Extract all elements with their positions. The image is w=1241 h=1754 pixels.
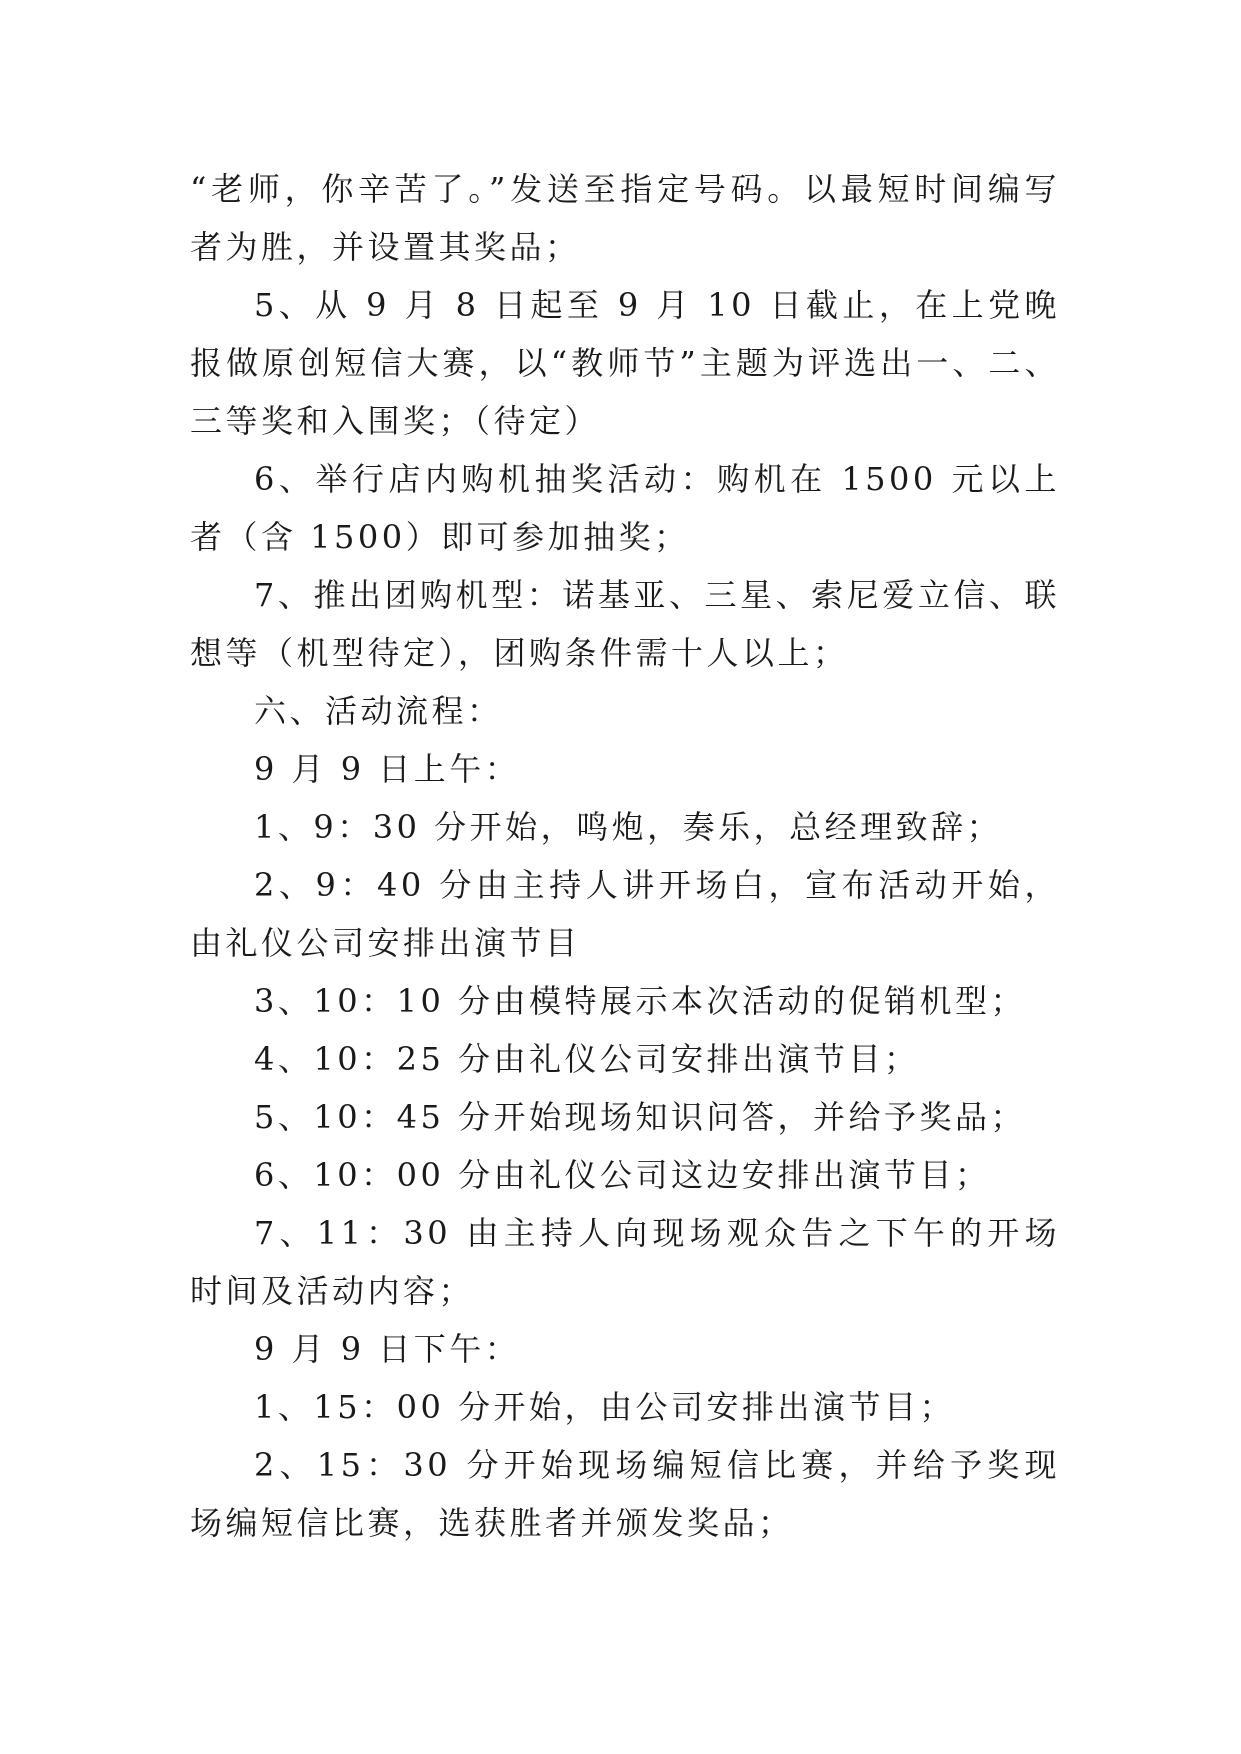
paragraph-9: 3、10：10 分由模特展示本次活动的促销机型； xyxy=(254,982,1026,1020)
date-heading-morning: 9 月 9 日上午： xyxy=(254,750,521,788)
paragraph-8: 2、9：40 分由主持人讲开场白，宣布活动开始，由礼仪公司安排出演节目 xyxy=(190,866,1060,962)
section-heading: 六、活动流程： xyxy=(254,692,503,730)
paragraph-2: 5、从 9 月 8 日起至 9 月 10 日截止，在上党晚报做原创短信大赛，以“教师节”主题为评选出一、二、三等奖和入围奖；（待定） xyxy=(190,286,1060,440)
paragraph-3: 6、举行店内购机抽奖活动：购机在 1500 元以上者（含 1500）即可参加抽奖； xyxy=(190,460,1060,556)
paragraph-13: 7、11：30 由主持人向现场观众告之下午的开场时间及活动内容； xyxy=(190,1214,1060,1310)
paragraph-7: 1、9：30 分开始，鸣炮，奏乐，总经理致辞； xyxy=(254,808,1003,846)
paragraph-4: 7、推出团购机型：诺基亚、三星、索尼爱立信、联想等（机型待定），团购条件需十人以上； xyxy=(190,576,1060,672)
paragraph-12: 6、10：00 分由礼仪公司这边安排出演节目； xyxy=(254,1156,991,1194)
paragraph-10: 4、10：25 分由礼仪公司安排出演节目； xyxy=(254,1040,920,1078)
paragraph-1: “老师，你辛苦了。”发送至指定号码。以最短时间编写者为胜，并设置其奖品； xyxy=(190,170,1060,266)
document-page xyxy=(190,160,1060,1552)
paragraph-15: 1、15：00 分开始，由公司安排出演节目； xyxy=(254,1388,955,1426)
paragraph-16: 2、15：30 分开始现场编短信比赛，并给予奖现场编短信比赛，选获胜者并颁发奖品； xyxy=(190,1446,1060,1542)
paragraph-11: 5、10：45 分开始现场知识问答，并给予奖品； xyxy=(254,1098,1026,1136)
date-heading-afternoon: 9 月 9 日下午： xyxy=(254,1330,521,1368)
